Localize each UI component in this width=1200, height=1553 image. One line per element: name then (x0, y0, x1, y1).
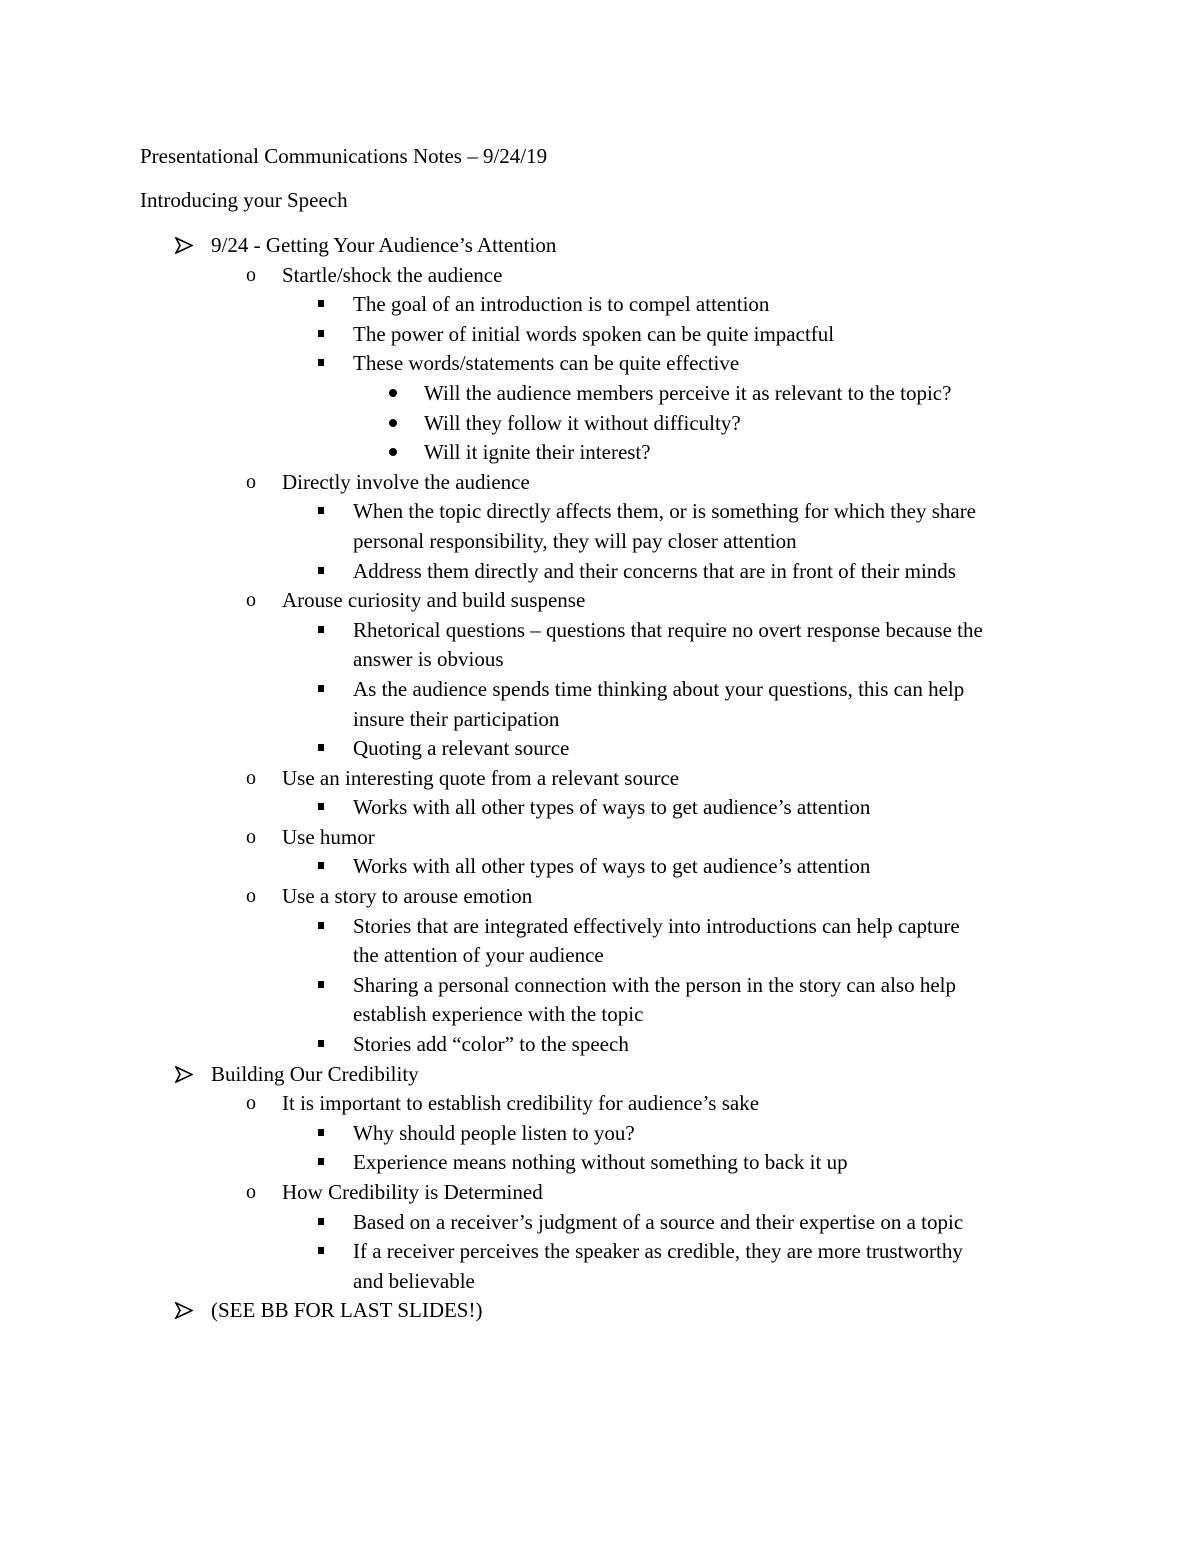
subsection-item-text (282, 1178, 543, 1208)
point-item-text (353, 852, 870, 882)
point-item (0, 1030, 1200, 1060)
subpoint-item-text (424, 438, 651, 468)
subsection-item (0, 764, 1200, 794)
point-item-line: Quoting a relevant source (353, 736, 570, 761)
subpoint-item-line: Will they follow it without difficulty? (424, 410, 741, 435)
square-bullet-icon (318, 497, 324, 514)
point-item-text (353, 793, 870, 823)
square-bullet-icon (318, 1119, 324, 1136)
subsection-item-line: Use humor (282, 824, 375, 849)
hollow-o-icon: o (246, 766, 256, 789)
subsection-item (0, 1178, 1200, 1208)
subsection-item (0, 586, 1200, 616)
point-item (0, 1119, 1200, 1149)
subpoint-item-line: Will it ignite their interest? (424, 440, 651, 465)
point-item-line-continued: personal responsibility, they will pay closer attention (353, 528, 797, 553)
point-item-line-continued: the attention of your audience (353, 943, 604, 968)
section-heading (0, 1296, 1200, 1326)
subpoint-item (0, 438, 1200, 468)
subsection-item-text (282, 468, 530, 498)
subsection-item (0, 261, 1200, 291)
point-item-text (353, 349, 739, 379)
point-item-line-continued: establish experience with the topic (353, 1002, 644, 1027)
point-item-line: Works with all other types of ways to get audience’s attention (353, 795, 871, 820)
point-item-text (353, 290, 769, 320)
square-bullet-icon (318, 971, 324, 988)
point-item (0, 793, 1200, 823)
section-heading-text (211, 1060, 419, 1090)
subsection-item-line: It is important to establish credibility for audience’s sake (282, 1091, 760, 1116)
point-item-text (353, 1030, 629, 1060)
point-item-line: Why should people listen to you? (353, 1120, 635, 1145)
point-item (0, 852, 1200, 882)
subsection-item (0, 1089, 1200, 1119)
hollow-o-icon: o (246, 1092, 256, 1115)
square-bullet-icon (318, 734, 324, 751)
square-bullet-icon (318, 616, 324, 633)
point-item-line: Works with all other types of ways to get audience’s attention (353, 854, 871, 879)
point-item-text (353, 320, 834, 350)
subpoint-item-text (424, 379, 951, 409)
square-bullet-icon (318, 1208, 324, 1225)
point-item-line: The power of initial words spoken can be quite impactful (353, 321, 835, 346)
point-item-line: Experience means nothing without something to back it up (353, 1150, 848, 1175)
round-bullet-icon (389, 438, 397, 456)
point-item (0, 616, 1200, 675)
point-item-text (353, 497, 976, 556)
document-subtitle: Introducing your Speech (140, 188, 348, 212)
square-bullet-icon (318, 290, 324, 307)
point-item (0, 1237, 1200, 1296)
point-item-text (353, 734, 569, 764)
section-heading-line: Building Our Credibility (211, 1061, 419, 1086)
point-item-line-continued: and believable (353, 1268, 475, 1293)
point-item-line: Stories add “color” to the speech (353, 1032, 629, 1057)
point-item-text (353, 675, 964, 734)
subsection-item-text (282, 261, 502, 291)
point-item (0, 290, 1200, 320)
square-bullet-icon (318, 557, 324, 574)
subsection-item-line: Directly involve the audience (282, 469, 530, 494)
square-bullet-icon (318, 1148, 324, 1165)
point-item-text (353, 1148, 848, 1178)
hollow-o-icon: o (246, 470, 256, 493)
section-heading-line: (SEE BB FOR LAST SLIDES!) (211, 1298, 483, 1323)
square-bullet-icon (318, 349, 324, 366)
point-item-text (353, 1119, 635, 1149)
hollow-o-icon: o (246, 1181, 256, 1203)
square-bullet-icon (318, 1030, 324, 1047)
point-item-text (353, 616, 983, 675)
point-item (0, 1148, 1200, 1178)
point-item (0, 675, 1200, 734)
subpoint-item-text (424, 409, 741, 439)
point-item-line: Based on a receiver’s judgment of a source and their expertise on a topic (353, 1209, 964, 1234)
point-item (0, 912, 1200, 971)
point-item (0, 1208, 1200, 1238)
subsection-item-text (282, 1089, 759, 1119)
subsection-item-text (282, 586, 585, 616)
round-bullet-icon (389, 409, 397, 427)
point-item-line: If a receiver perceives the speaker as credible, they are more trustworthy (353, 1239, 963, 1264)
square-bullet-icon (318, 912, 324, 929)
point-item (0, 557, 1200, 587)
point-item (0, 349, 1200, 379)
hollow-o-icon: o (246, 263, 256, 286)
document-title: Presentational Communications Notes – 9/24/19 (140, 144, 548, 168)
subpoint-item-line: Will the audience members perceive it as relevant to the topic? (424, 380, 952, 405)
square-bullet-icon (318, 1237, 324, 1254)
notes-outline (0, 231, 1200, 1326)
square-bullet-icon (318, 793, 324, 810)
point-item (0, 734, 1200, 764)
subsection-item-text (282, 882, 532, 912)
point-item-line: The goal of an introduction is to compel attention (353, 292, 770, 317)
section-heading (0, 1060, 1200, 1090)
point-item-text (353, 912, 960, 971)
point-item-text (353, 1237, 963, 1296)
arrowhead-icon (175, 231, 193, 254)
subsection-item-text (282, 823, 375, 853)
point-item-line: When the topic directly affects them, or is something for which they share (353, 499, 977, 524)
subsection-item-line: How Credibility is Determined (282, 1180, 543, 1204)
point-item (0, 497, 1200, 556)
point-item-line: Sharing a personal connection with the person in the story can also help (353, 972, 957, 997)
arrowhead-icon (175, 1296, 193, 1319)
point-item-text (353, 971, 956, 1030)
subsection-item-line: Arouse curiosity and build suspense (282, 588, 586, 613)
point-item-line-continued: insure their participation (353, 706, 560, 731)
point-item-line-continued: answer is obvious (353, 647, 504, 672)
point-item-line: Address them directly and their concerns that are in front of their minds (353, 558, 956, 583)
subsection-item-text (282, 764, 679, 794)
subsection-item-line: Use a story to arouse emotion (282, 884, 533, 909)
subsection-item-line: Startle/shock the audience (282, 262, 503, 287)
hollow-o-icon: o (246, 825, 256, 848)
point-item (0, 971, 1200, 1030)
subsection-item (0, 823, 1200, 853)
hollow-o-icon: o (246, 885, 256, 908)
point-item-text (353, 557, 956, 587)
section-heading (0, 231, 1200, 261)
point-item-line: These words/statements can be quite effective (353, 351, 740, 376)
round-bullet-icon (389, 379, 397, 397)
square-bullet-icon (318, 852, 324, 869)
square-bullet-icon (318, 320, 324, 337)
section-heading-text (211, 1296, 482, 1326)
section-heading-text (211, 231, 556, 261)
subsection-item (0, 468, 1200, 498)
subsection-item (0, 882, 1200, 912)
point-item-line: As the audience spends time thinking about your questions, this can help (353, 676, 965, 701)
point-item-line: Rhetorical questions – questions that require no overt response because the (353, 617, 983, 642)
subpoint-item (0, 379, 1200, 409)
point-item-text (353, 1208, 963, 1238)
arrowhead-icon (175, 1060, 193, 1083)
subsection-item-line: Use an interesting quote from a relevant source (282, 765, 680, 790)
hollow-o-icon: o (246, 589, 256, 612)
point-item-line: Stories that are integrated effectively into introductions can help capture (353, 913, 960, 938)
square-bullet-icon (318, 675, 324, 692)
point-item (0, 320, 1200, 350)
section-heading-line: 9/24 - Getting Your Audience’s Attention (211, 233, 557, 257)
subpoint-item (0, 409, 1200, 439)
